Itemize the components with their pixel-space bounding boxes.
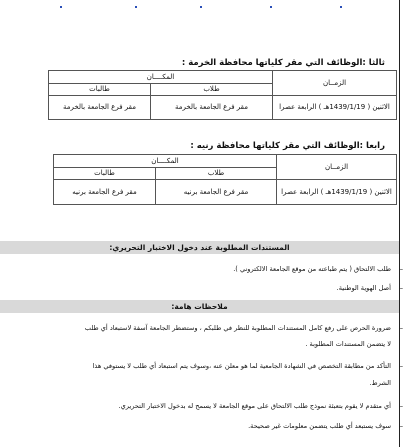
notes-title: ملاحظات هامة:: [0, 300, 399, 313]
section3-heading: ثالثا :الوظائف التي مقر كلياتها محافظة الخرمة :: [181, 58, 385, 68]
note-item: – ضرورة الحرص على رفع كامل المستندات المطلوبة للنظر في طلبكم ، وستضطر الجامعة آسفة لاستبعاد أي طلب: [15, 321, 403, 335]
section3-female-place: مقر فرع الجامعة بالخرمة: [49, 96, 151, 120]
bullet-dash: –: [399, 324, 403, 332]
section4-female-place: مقر فرع الجامعة برنيه: [54, 180, 156, 205]
section4-time-header: الزمــان: [277, 155, 397, 180]
documents-title: المستندات المطلوبة عند دخول الاختبار التحريري:: [0, 241, 399, 254]
note-item: – سوف يستبعد أي طلب يتضمن معلومات غير صحيحة.: [15, 419, 403, 433]
bullet-dash: –: [399, 284, 403, 292]
bullet-dash: –: [399, 265, 403, 273]
section3-time-header: الزمــان: [273, 71, 397, 96]
document-item: – أصل الهوية الوطنية.: [15, 281, 403, 295]
section4-students-header: طلاب: [156, 168, 277, 180]
section4-heading: رابعا :الوظائف التي مقر كلياتها محافظة رنيه :: [190, 141, 385, 151]
bullet-dash: –: [399, 362, 403, 370]
section3-place-header: المكــــان: [49, 71, 273, 84]
section3-table: [48, 70, 397, 120]
document-item: – طلب الالتحاق ( يتم طباعته من موقع الجامعة الالكتروني ).: [15, 262, 403, 276]
bullet-dash: –: [399, 402, 403, 410]
section3-female-header: طالبات: [49, 84, 151, 96]
note-item: – أي متقدم لا يقوم بتعبئة نموذج طلب الالتحاق على موقع الجامعة لا يسمح له بدخول الاختبار التحريري.: [15, 399, 403, 413]
section4-students-place: مقر فرع الجامعة برنيه: [156, 180, 277, 205]
section4-table: [53, 154, 397, 205]
note-item-continued: لا يتضمن المستندات المطلوبة .: [305, 340, 391, 348]
section3-students-header: طلاب: [151, 84, 273, 96]
section4-time-value: الاثنين ( 1439/1/19هـ ) الرابعة عصرا: [277, 180, 397, 205]
section3-time-value: الاثنين ( 1439/1/19هـ ) الرابعة عصرا: [273, 96, 397, 120]
top-scan-marks: [40, 6, 370, 8]
section4-female-header: طالبات: [54, 168, 156, 180]
section4-place-header: المكــــان: [54, 155, 277, 168]
note-item: – التأكد من مطابقة التخصص في الشهادة الجامعية لما هو معلن عنه ،وسوف يتم استبعاد أي طلب لا يستوفي هذا: [15, 359, 403, 373]
section3-students-place: مقر فرع الجامعة بالخرمة: [151, 96, 273, 120]
note-item-continued: الشرط.: [369, 379, 391, 387]
bullet-dash: –: [399, 422, 403, 430]
